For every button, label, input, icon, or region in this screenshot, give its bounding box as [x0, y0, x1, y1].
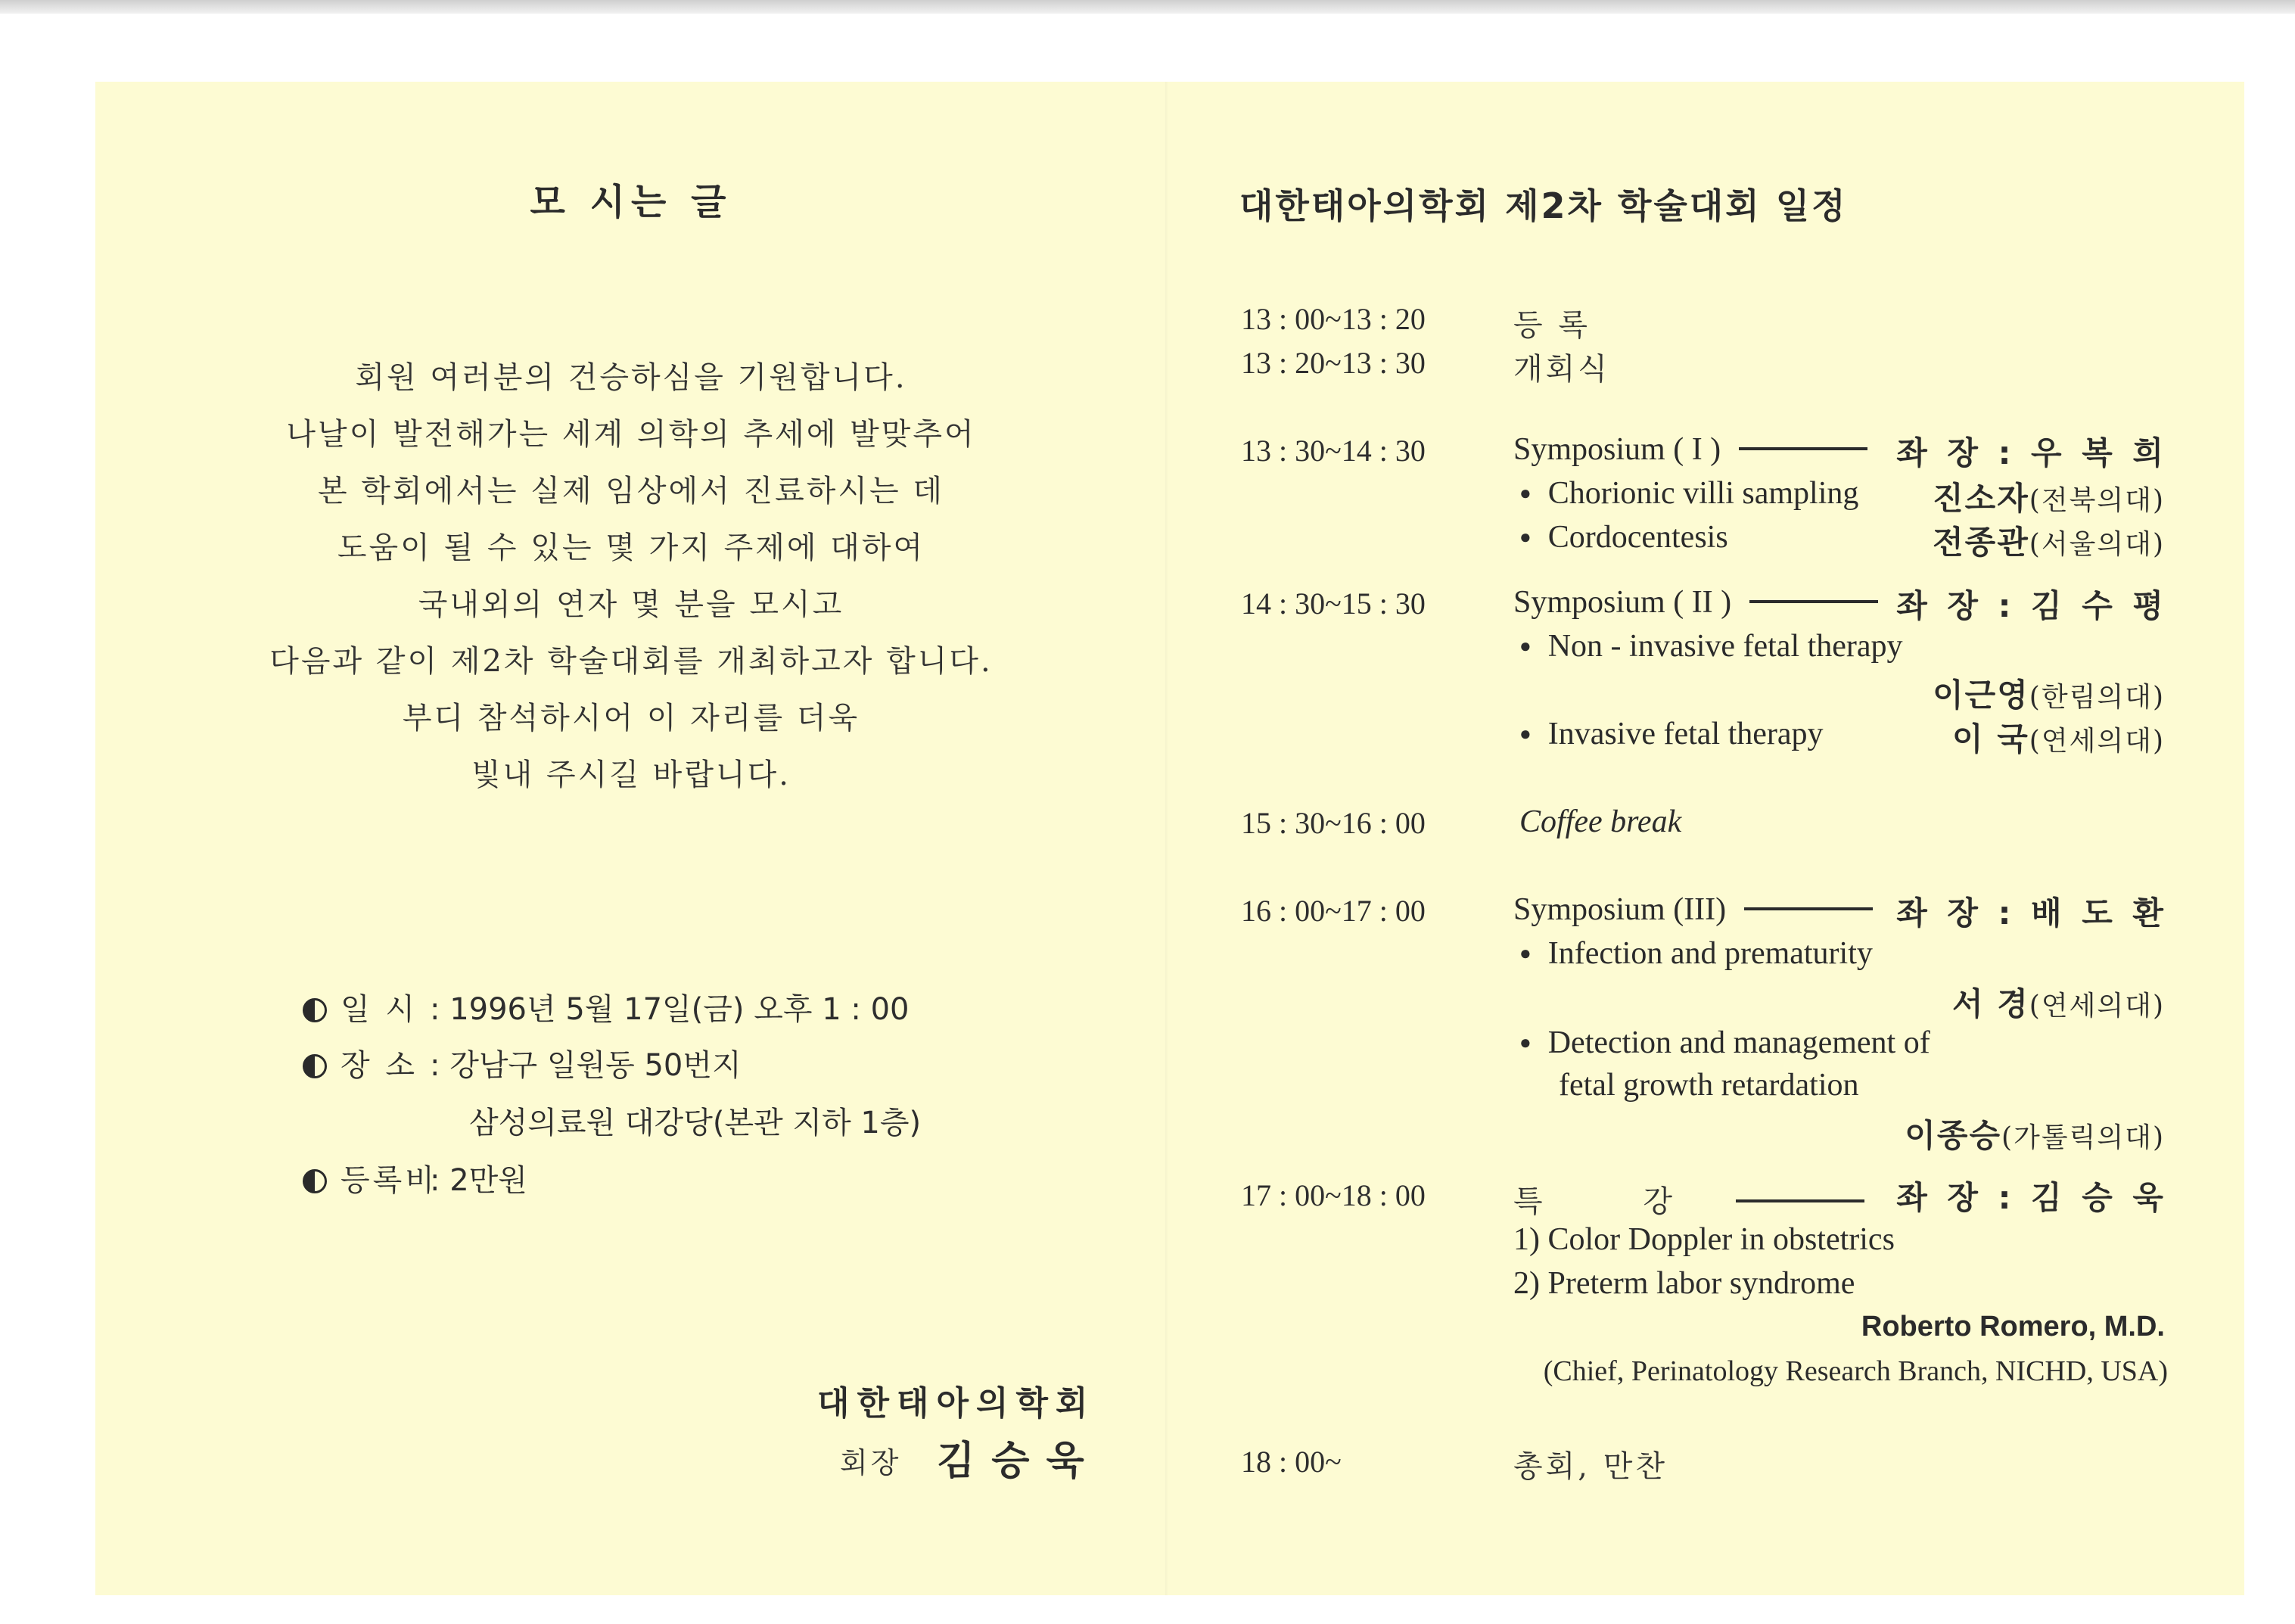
symposium-2-chair: 좌 장 : 김 수 평 [1896, 587, 2168, 624]
dash-rule [1744, 907, 1873, 910]
date-value: : 1996년 5월 17일(금) 오후 1 : 00 [430, 992, 910, 1027]
half-circle-bullet-icon [303, 1054, 327, 1078]
talk-item-continued: fetal growth retardation [1559, 1068, 1859, 1103]
speaker [1952, 979, 2165, 1025]
dash-rule [1749, 600, 1878, 603]
letter-line: 본 학회에서는 실제 임상에서 진료하시는 데 [317, 474, 945, 509]
symposium-2-title [1513, 584, 1878, 621]
letter-line: 부디 참석하시어 이 자리를 더욱 [402, 701, 860, 736]
speaker-name: 진소자 [1933, 480, 2029, 517]
schedule-time: 18 : 00~ [1241, 1445, 1342, 1479]
schedule-title: 대한태아의학회 제2차 학술대회 일정 [1239, 185, 1848, 226]
registration-label: 등 록 [1513, 308, 1591, 343]
symposium-3-title [1513, 891, 1873, 928]
lecture-speaker: Roberto Romero, M.D. [1861, 1311, 2165, 1342]
event-date [303, 985, 910, 1028]
closing-label: 총회, 만찬 [1513, 1449, 1668, 1484]
schedule-time: 15 : 30~16 : 00 [1241, 806, 1426, 840]
speaker-affiliation: (한림의대) [2029, 682, 2165, 713]
special-lecture-label: 특 강 [1513, 1184, 1718, 1219]
talk-item: ● Invasive fetal therapy [1519, 716, 1824, 752]
speaker [1933, 474, 2165, 519]
letter-line: 빛내 주시길 바랍니다. [471, 758, 791, 792]
signature-organization: 대한태아의학회 [817, 1384, 1096, 1423]
event-fee [303, 1156, 527, 1199]
speaker-name: 이근영 [1933, 677, 2029, 714]
symposium-1-title [1513, 431, 1867, 468]
symposium-3-title-text: Symposium (III) [1513, 892, 1727, 927]
schedule-time: 14 : 30~15 : 30 [1241, 586, 1426, 621]
speaker-affiliation: (연세의대) [2029, 726, 2165, 757]
fee-label: 등록비 [341, 1163, 437, 1198]
place-label: 장 소 [341, 1048, 418, 1083]
speaker-name: 전종관 [1933, 524, 2029, 561]
letter-line: 회원 여러분의 건승하심을 기원합니다. [355, 360, 907, 395]
event-place-detail: 삼성의료원 대강당(본관 지하 1층) [469, 1106, 922, 1140]
symposium-1-title-text: Symposium ( I ) [1513, 432, 1721, 467]
special-lecture-title [1513, 1178, 1864, 1221]
speaker [1933, 518, 2165, 563]
speaker-name: 서 경 [1952, 985, 2029, 1022]
speaker-affiliation: (가톨릭의대) [2001, 1122, 2165, 1153]
schedule-time: 16 : 00~17 : 00 [1241, 894, 1426, 928]
event-place [303, 1041, 742, 1084]
speaker-affiliation: (서울의대) [2029, 529, 2165, 560]
talk-item: ● Non - invasive fetal therapy [1519, 628, 1903, 664]
symposium-3-chair: 좌 장 : 배 도 환 [1896, 894, 2168, 932]
schedule-time: 13 : 20~13 : 30 [1241, 346, 1426, 380]
signature-name: 김승욱 [937, 1439, 1101, 1484]
schedule-time: 13 : 00~13 : 20 [1241, 302, 1426, 336]
speaker-affiliation: (연세의대) [2029, 991, 2165, 1022]
talk-item: ● Chorionic villi sampling [1519, 475, 1858, 512]
invitation-title: 모 시는 글 [530, 181, 732, 223]
letter-line: 다음과 같이 제2차 학술대회를 개최하고자 합니다. [269, 644, 993, 679]
lecture-speaker-affiliation: (Chief, Perinatology Research Branch, NICHD, USA) [1543, 1355, 2168, 1387]
date-label: 일 시 [341, 992, 418, 1027]
dash-rule [1739, 447, 1867, 450]
letter-line: 나날이 발전해가는 세계 의학의 추세에 발맞추어 [286, 417, 976, 452]
invitation-letter [95, 350, 1167, 804]
talk-item: ● Cordocentesis [1519, 519, 1728, 555]
speaker-affiliation: (전북의대) [2029, 485, 2165, 516]
talk-item: ● Infection and prematurity [1519, 935, 1873, 972]
special-lecture-chair: 좌 장 : 김 승 욱 [1896, 1179, 2168, 1216]
center-fold [1165, 82, 1168, 1595]
opening-label: 개회식 [1513, 352, 1610, 387]
schedule-time: 17 : 00~18 : 00 [1241, 1178, 1426, 1212]
talk-item: ● Detection and management of [1519, 1025, 1930, 1061]
symposium-2-title-text: Symposium ( II ) [1513, 585, 1732, 620]
speaker-name: 이종승 [1905, 1117, 2002, 1154]
lecture-item: 2) Preterm labor syndrome [1513, 1266, 1855, 1301]
speaker [1905, 1111, 2165, 1156]
symposium-1-chair: 좌 장 : 우 복 희 [1896, 434, 2168, 471]
schedule-time: 13 : 30~14 : 30 [1241, 434, 1426, 468]
signature-role: 회장 [840, 1446, 902, 1479]
top-edge-shadow [0, 0, 2295, 14]
letter-line: 국내외의 연자 몇 분을 모시고 [418, 587, 844, 622]
speaker [1933, 670, 2165, 716]
speaker [1952, 714, 2165, 760]
letter-line: 도움이 될 수 있는 몇 가지 주제에 대하여 [337, 530, 925, 565]
place-value: : 강남구 일원동 50번지 [430, 1048, 742, 1083]
speaker-name: 이 국 [1952, 720, 2029, 758]
lecture-item: 1) Color Doppler in obstetrics [1513, 1222, 1895, 1257]
coffee-break-label: Coffee break [1519, 804, 1682, 839]
half-circle-bullet-icon [303, 1169, 327, 1193]
half-circle-bullet-icon [303, 998, 327, 1022]
fee-value: : 2만원 [430, 1163, 527, 1198]
dash-rule [1736, 1199, 1864, 1202]
